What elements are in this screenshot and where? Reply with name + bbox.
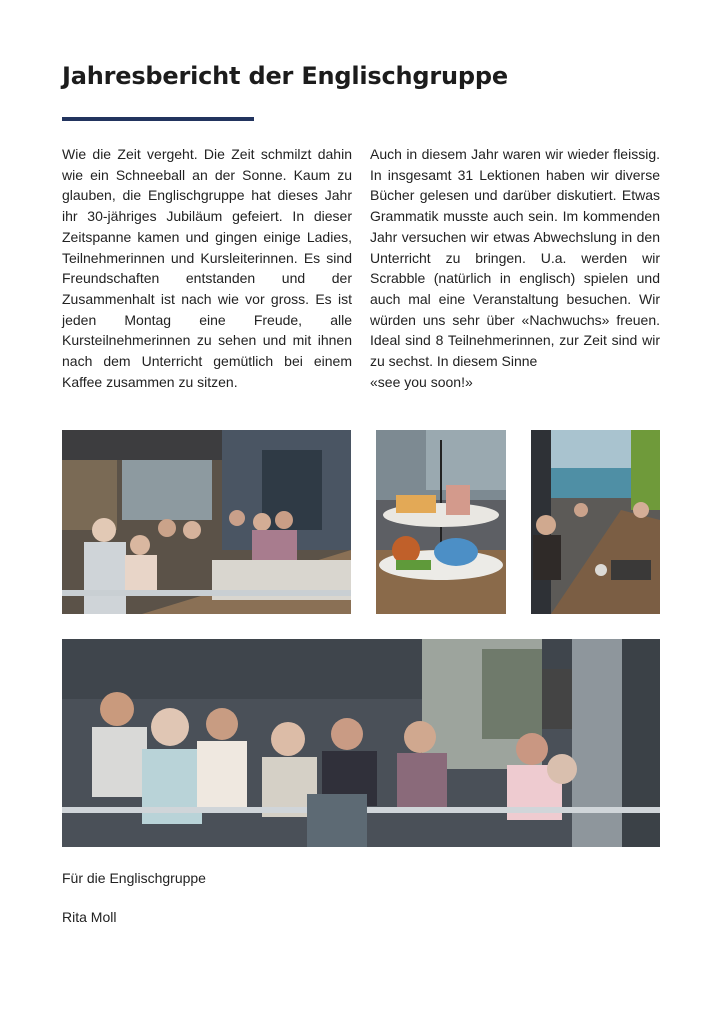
right-paragraph: Auch in diesem Jahr waren wir wieder fleissig. In insgesamt 31 Lektionen haben wir diverse Bücher gelesen und darüber diskutiert. Etwas Grammatik musste auch sein. Im kommenden Jahr versuchen wir etwas Abwechslung in den Unterricht zu bringen. U.a. werden wir Scrabble (natürlich in englisch) spielen und auch mal eine Veranstaltung besuchen. Wir würden uns sehr über «Nachwuchs» freuen. Ideal sind 8 Teilnehmerinnen, zur Zeit sind wir zu sechst. In diesem Sinne xyxy=(370,146,660,370)
left-paragraph: Wie die Zeit vergeht. Die Zeit schmilzt dahin wie ein Schneeball an der Sonne. Kaum zu glauben, die Englischgruppe hat dieses Jahr ihr 30-jähriges Jubiläum gefeiert. In dieser Zeitspanne kamen und gingen einige Ladies, Teilnehmerinnen und Kursleiterinnen. Es sind Freundschaften entstanden und der Zusammenhalt ist nach wie vor gross. Es ist jeden Montag eine Freude, alle Kursteilnehmerinnen zu sehen und mit ihnen nach dem Unterricht gemütlich bei einem Kaffee zusammen zu sitzen. xyxy=(62,146,352,390)
cake-etagere-photo xyxy=(376,430,506,614)
right-closing-line: «see you soon!» xyxy=(370,373,473,390)
group-portrait-photo xyxy=(62,639,660,847)
left-text-column xyxy=(62,144,352,392)
group-at-terrace-table-photo xyxy=(62,430,351,614)
right-text-column xyxy=(370,144,660,392)
signature-group: Für die Englischgruppe xyxy=(62,870,206,886)
title-underline xyxy=(62,117,254,121)
signature-author: Rita Moll xyxy=(62,909,117,925)
page-title: Jahresbericht der Englischgruppe xyxy=(62,62,508,90)
lakeside-table-photo xyxy=(531,430,660,614)
